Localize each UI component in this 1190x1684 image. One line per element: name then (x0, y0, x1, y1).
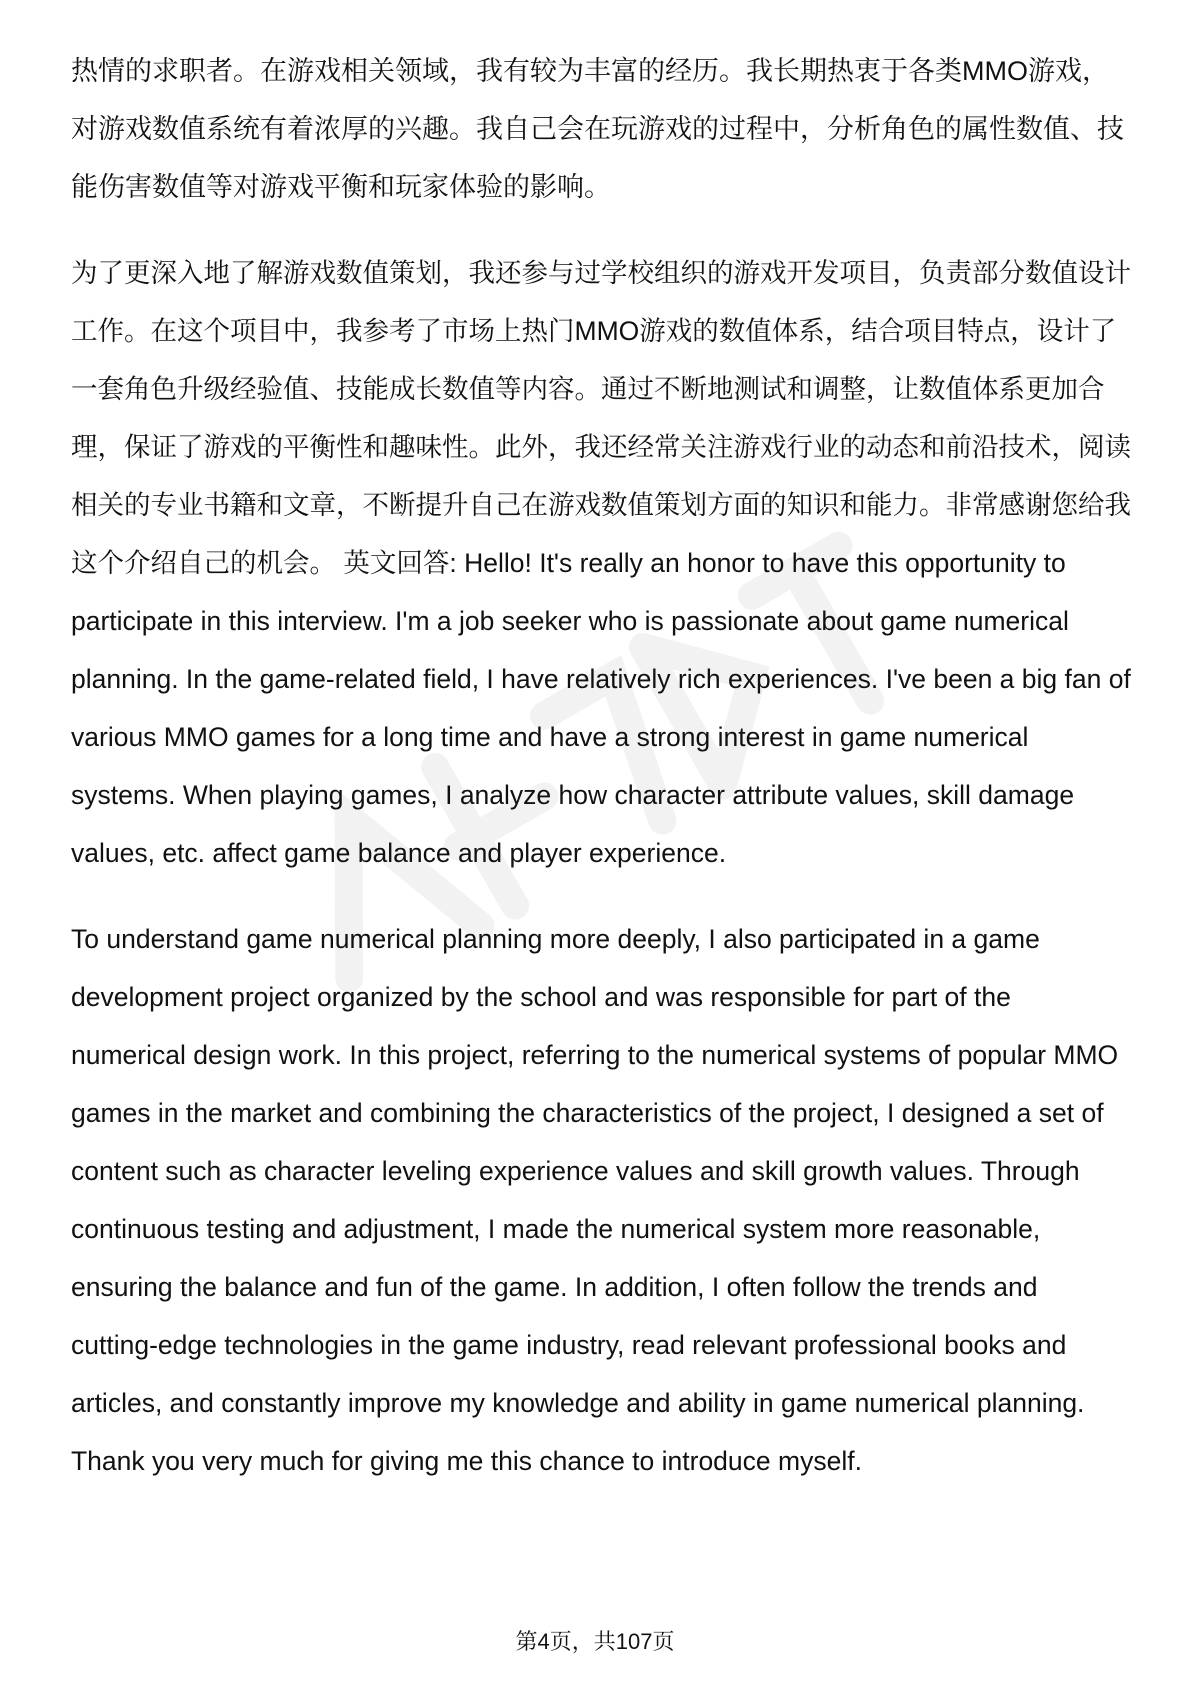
page-number: 第4页，共107页 (515, 1629, 675, 1654)
paragraph-chinese-intro: 热情的求职者。在游戏相关领域，我有较为丰富的经历。我长期热衷于各类MMO游戏，对游戏数值系统有着浓厚的兴趣。我自己会在玩游戏的过程中，分析角色的属性数值、技能伤害数值等对游戏平衡和玩家体验的影响。 (71, 56, 1124, 202)
document-body (71, 42, 1139, 1490)
paragraph-english-project: To understand game numerical planning more deeply, I also participated in a game development project organized by the school and was responsible for part of the numerical design work. In this project, referring to the numerical systems of popular MMO games in the market and combining the characteristics of the project, I designed a set of content such as character leveling experience values and skill growth values. Through continuous testing and adjustment, I made the numerical system more reasonable, ensuring the balance and fun of the game. In addition, I often follow the trends and cutting-edge technologies in the game industry, read relevant professional books and articles, and constantly improve my knowledge and ability in game numerical planning. Thank you very much for giving me this chance to introduce myself. (71, 924, 1126, 1476)
paragraph-project-and-english-intro: 为了更深入地了解游戏数值策划，我还参与过学校组织的游戏开发项目，负责部分数值设计工作。在这个项目中，我参考了市场上热门MMO游戏的数值体系，结合项目特点，设计了一套角色升级经验值、技能成长数值等内容。通过不断地测试和调整，让数值体系更加合理，保证了游戏的平衡性和趣味性。此外，我还经常关注游戏行业的动态和前沿技术，阅读相关的专业书籍和文章，不断提升自己在游戏数值策划方面的知识和能力。非常感谢您给我这个介绍自己的机会。 英文回答: Hello! It's really an honor to have this opportunity to participate in this interview. I'm a job seeker who is passionate about game numerical planning. In the game-related field, I have relatively rich experiences. I've been a big fan of various MMO games for a long time and have a strong interest in game numerical systems. When playing games, I analyze how character attribute values, skill damage values, etc. affect game balance and player experience. (71, 258, 1139, 868)
